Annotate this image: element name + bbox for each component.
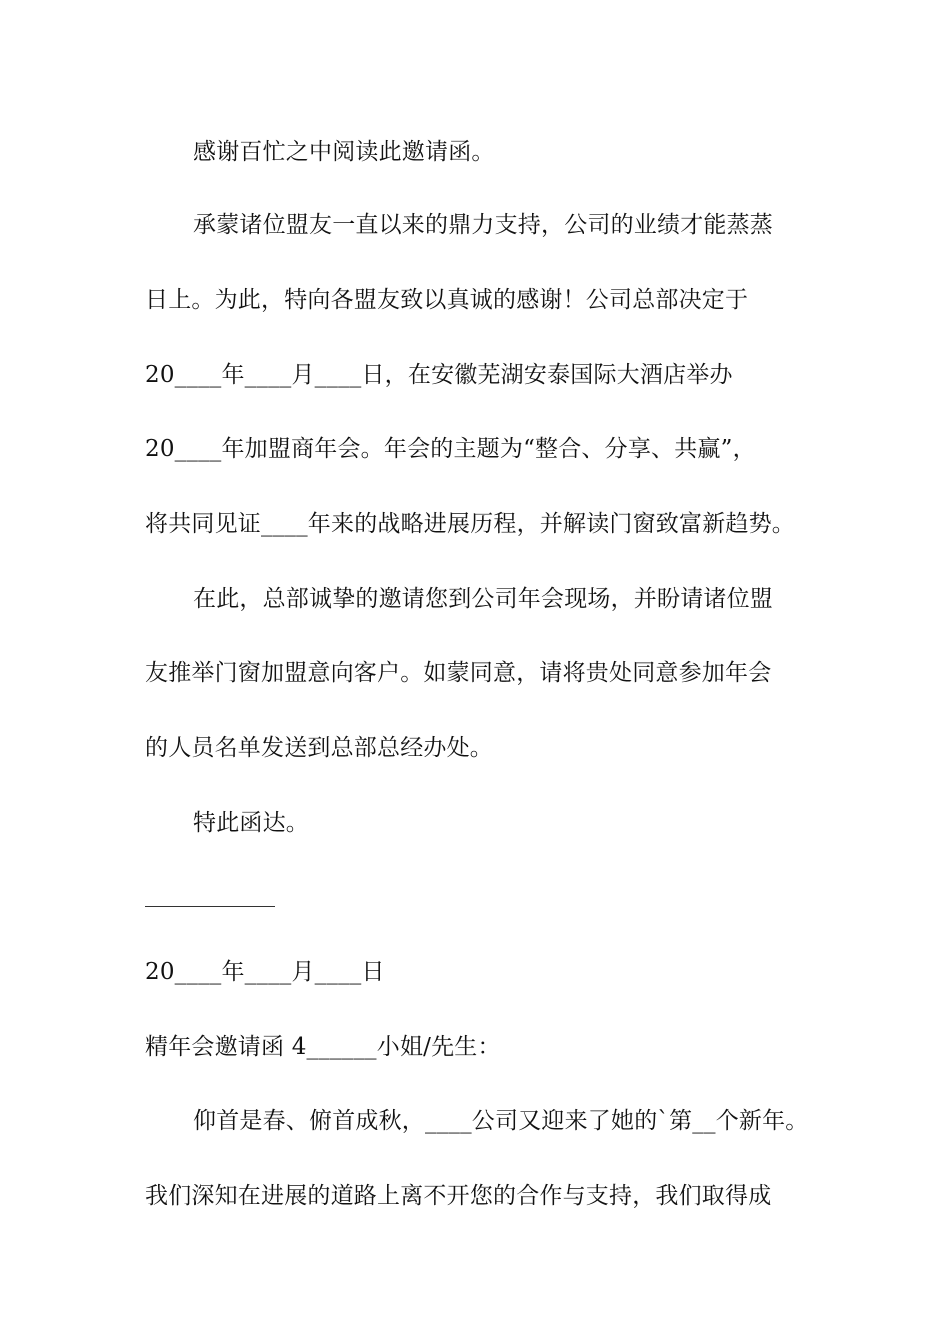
paragraph-line: 友推举门窗加盟意向客户。如蒙同意，请将贵处同意参加年会 — [145, 660, 772, 686]
paragraph-line: 在此，总部诚挚的邀请您到公司年会现场，并盼请诸位盟 — [193, 586, 773, 612]
signature-line — [145, 906, 275, 907]
paragraph-line: 承蒙诸位盟友一直以来的鼎力支持，公司的业绩才能蒸蒸 — [193, 212, 773, 238]
paragraph-line: 20____年加盟商年会。年会的主题为“整合、分享、共赢”， — [145, 436, 756, 462]
paragraph-line: 将共同见证____年来的战略进展历程，并解读门窗致富新趋势。 — [145, 511, 795, 537]
paragraph-line: 的人员名单发送到总部总经办处。 — [145, 735, 493, 761]
paragraph-line: 日上。为此，特向各盟友致以真诚的感谢！公司总部决定于 — [145, 287, 749, 313]
closing-phrase: 特此函达。 — [193, 810, 309, 836]
paragraph-line: 我们深知在进展的道路上离不开您的合作与支持，我们取得成 — [145, 1183, 772, 1209]
paragraph-line: 20____年____月____日，在安徽芜湖安泰国际大酒店举办 — [145, 362, 733, 388]
paragraph-line: 仰首是春、俯首成秋，____公司又迎来了她的`第__个新年。 — [193, 1108, 809, 1134]
date-line: 20____年____月____日 — [145, 959, 385, 985]
paragraph-line: 感谢百忙之中阅读此邀请函。 — [193, 139, 495, 165]
section-heading: 精年会邀请函 4______小姐/先生： — [145, 1034, 501, 1060]
